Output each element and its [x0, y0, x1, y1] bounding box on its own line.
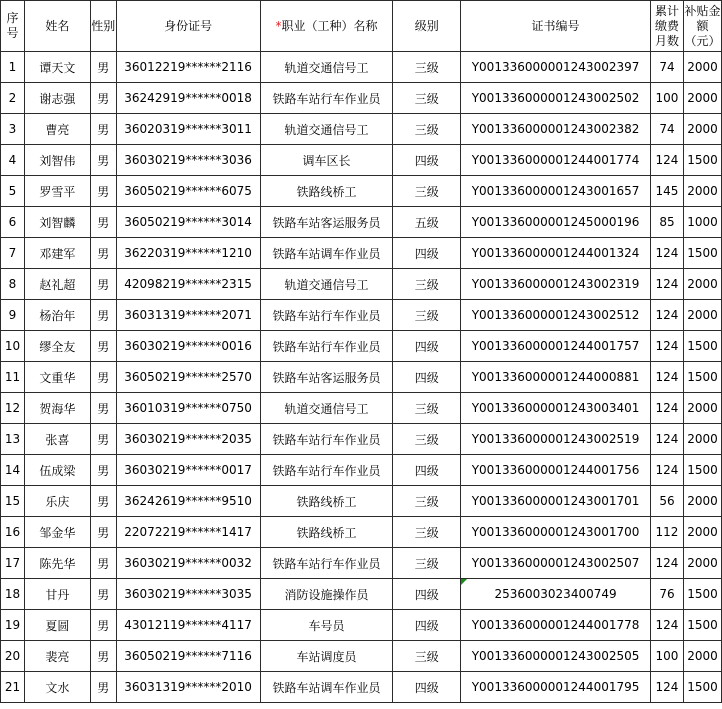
- cell-months[interactable]: 74: [650, 114, 683, 145]
- cell-gender[interactable]: 男: [90, 238, 116, 269]
- table-row: [1, 331, 722, 362]
- cell-level[interactable]: 三级: [393, 517, 461, 548]
- cell-gender[interactable]: 男: [90, 455, 116, 486]
- cell-name[interactable]: 曹亮: [24, 114, 90, 145]
- cell-level[interactable]: 三级: [393, 52, 461, 83]
- cell-id-number[interactable]: 36242919******0018: [116, 83, 260, 114]
- table-row: [1, 455, 722, 486]
- cell-level[interactable]: 五级: [393, 207, 461, 238]
- cell-name[interactable]: 杨治年: [24, 300, 90, 331]
- cell-name[interactable]: 文重华: [24, 362, 90, 393]
- table-row: [1, 517, 722, 548]
- cell-id-number[interactable]: 36050219******2570: [116, 362, 260, 393]
- cell-subsidy[interactable]: 1500: [683, 610, 721, 641]
- cell-gender[interactable]: 男: [90, 269, 116, 300]
- cell-seq[interactable]: 15: [1, 486, 25, 517]
- cell-seq[interactable]: 2: [1, 83, 25, 114]
- cell-cert-no[interactable]: Y001336000001243002519: [461, 424, 651, 455]
- cell-gender[interactable]: 男: [90, 517, 116, 548]
- cell-name[interactable]: 刘智伟: [24, 145, 90, 176]
- cell-seq[interactable]: 13: [1, 424, 25, 455]
- cell-cert-no[interactable]: Y001336000001244001778: [461, 610, 651, 641]
- cell-occupation[interactable]: 铁路车站调车作业员: [260, 672, 393, 703]
- cell-id-number[interactable]: 36050219******3014: [116, 207, 260, 238]
- cell-occupation[interactable]: 轨道交通信号工: [260, 114, 393, 145]
- cell-seq[interactable]: 3: [1, 114, 25, 145]
- cell-subsidy[interactable]: 1500: [683, 145, 721, 176]
- cell-seq[interactable]: 1: [1, 52, 25, 83]
- header-occupation-label: 职业（工种）名称: [281, 18, 378, 33]
- cell-gender[interactable]: 男: [90, 362, 116, 393]
- cell-months[interactable]: 112: [650, 517, 683, 548]
- cell-gender[interactable]: 男: [90, 207, 116, 238]
- cell-id-number[interactable]: 36030219******3036: [116, 145, 260, 176]
- cell-gender[interactable]: 男: [90, 672, 116, 703]
- cell-subsidy[interactable]: 2000: [683, 424, 721, 455]
- cell-name[interactable]: 乐庆: [24, 486, 90, 517]
- cell-seq[interactable]: 20: [1, 641, 25, 672]
- cell-occupation[interactable]: 铁路线桥工: [260, 517, 393, 548]
- cell-gender[interactable]: 男: [90, 52, 116, 83]
- cell-cert-no[interactable]: Y001336000001244001774: [461, 145, 651, 176]
- header-seq: 序号: [1, 1, 25, 52]
- cell-occupation[interactable]: 车站调度员: [260, 641, 393, 672]
- cell-seq[interactable]: 5: [1, 176, 25, 207]
- cell-seq[interactable]: 6: [1, 207, 25, 238]
- cell-months[interactable]: 145: [650, 176, 683, 207]
- cell-level[interactable]: 四级: [393, 331, 461, 362]
- cell-gender[interactable]: 男: [90, 83, 116, 114]
- cell-gender[interactable]: 男: [90, 610, 116, 641]
- cell-level[interactable]: 三级: [393, 641, 461, 672]
- cell-id-number[interactable]: 36030219******0017: [116, 455, 260, 486]
- cell-cert-no[interactable]: Y001336000001243001700: [461, 517, 651, 548]
- cell-subsidy[interactable]: 1500: [683, 455, 721, 486]
- cell-id-number[interactable]: 36010319******0750: [116, 393, 260, 424]
- cell-id-number[interactable]: 36030219******0032: [116, 548, 260, 579]
- cell-gender[interactable]: 男: [90, 641, 116, 672]
- cell-cert-no[interactable]: Y001336000001244000881: [461, 362, 651, 393]
- cell-occupation[interactable]: 铁路线桥工: [260, 486, 393, 517]
- cell-name[interactable]: 缪全友: [24, 331, 90, 362]
- cell-name[interactable]: 甘丹: [24, 579, 90, 610]
- cell-occupation[interactable]: 轨道交通信号工: [260, 393, 393, 424]
- header-gender: 性别: [90, 1, 116, 52]
- cell-subsidy[interactable]: 2000: [683, 52, 721, 83]
- comment-indicator-icon: [461, 579, 467, 585]
- cell-occupation[interactable]: 轨道交通信号工: [260, 52, 393, 83]
- cell-seq[interactable]: 14: [1, 455, 25, 486]
- cell-gender[interactable]: 男: [90, 300, 116, 331]
- table-row: [1, 672, 722, 703]
- cell-seq[interactable]: 8: [1, 269, 25, 300]
- cell-subsidy[interactable]: 2000: [683, 486, 721, 517]
- cell-gender[interactable]: 男: [90, 331, 116, 362]
- cell-level[interactable]: 三级: [393, 300, 461, 331]
- cell-subsidy[interactable]: 1500: [683, 579, 721, 610]
- table-row: [1, 548, 722, 579]
- header-row: [1, 1, 722, 52]
- cell-cert-no[interactable]: Y001336000001243002507: [461, 548, 651, 579]
- header-cert-no: 证书编号: [461, 1, 651, 52]
- cell-months[interactable]: 124: [650, 300, 683, 331]
- cell-months[interactable]: 56: [650, 486, 683, 517]
- cell-cert-no[interactable]: Y001336000001243002502: [461, 83, 651, 114]
- table-row: [1, 486, 722, 517]
- cell-occupation[interactable]: 铁路车站行车作业员: [260, 83, 393, 114]
- cell-occupation[interactable]: 铁路车站行车作业员: [260, 424, 393, 455]
- cell-months[interactable]: 124: [650, 393, 683, 424]
- cell-level[interactable]: 三级: [393, 269, 461, 300]
- cell-seq[interactable]: 4: [1, 145, 25, 176]
- cell-months[interactable]: 124: [650, 455, 683, 486]
- cell-cert-no[interactable]: 2536003023400749: [461, 579, 651, 610]
- cell-id-number[interactable]: 36242619******9510: [116, 486, 260, 517]
- cell-months[interactable]: 124: [650, 610, 683, 641]
- header-subsidy: 补贴金额（元）: [683, 1, 721, 52]
- cell-level[interactable]: 三级: [393, 424, 461, 455]
- cell-occupation[interactable]: 铁路车站行车作业员: [260, 548, 393, 579]
- cell-cert-no[interactable]: Y001336000001243002397: [461, 52, 651, 83]
- cell-id-number[interactable]: 22072219******1417: [116, 517, 260, 548]
- cell-subsidy[interactable]: 2000: [683, 548, 721, 579]
- cell-months[interactable]: 124: [650, 362, 683, 393]
- cell-cert-no[interactable]: Y001336000001243003401: [461, 393, 651, 424]
- cell-level[interactable]: 三级: [393, 114, 461, 145]
- table-row: [1, 269, 722, 300]
- cell-name[interactable]: 邓建军: [24, 238, 90, 269]
- table-row: [1, 176, 722, 207]
- cell-occupation[interactable]: 铁路线桥工: [260, 176, 393, 207]
- cell-seq[interactable]: 16: [1, 517, 25, 548]
- table-row: [1, 579, 722, 610]
- cell-id-number[interactable]: 36012219******2116: [116, 52, 260, 83]
- cell-id-number[interactable]: 36030219******3035: [116, 579, 260, 610]
- table-row: [1, 641, 722, 672]
- cell-gender[interactable]: 男: [90, 393, 116, 424]
- cell-subsidy[interactable]: 2000: [683, 269, 721, 300]
- cell-gender[interactable]: 男: [90, 579, 116, 610]
- required-mark: *: [275, 18, 282, 33]
- cell-subsidy[interactable]: 2000: [683, 517, 721, 548]
- cell-name[interactable]: 陈先华: [24, 548, 90, 579]
- header-name: 姓名: [24, 1, 90, 52]
- cell-level[interactable]: 三级: [393, 548, 461, 579]
- cell-gender[interactable]: 男: [90, 176, 116, 207]
- header-occupation: [260, 1, 393, 52]
- cell-name[interactable]: 贺海华: [24, 393, 90, 424]
- cell-months[interactable]: 76: [650, 579, 683, 610]
- table-row: [1, 238, 722, 269]
- table-row: [1, 300, 722, 331]
- cell-subsidy[interactable]: 2000: [683, 114, 721, 145]
- cell-cert-no[interactable]: Y001336000001245000196: [461, 207, 651, 238]
- cell-seq[interactable]: 19: [1, 610, 25, 641]
- cell-occupation[interactable]: 铁路车站客运服务员: [260, 362, 393, 393]
- cell-subsidy[interactable]: 2000: [683, 83, 721, 114]
- cell-cert-no[interactable]: Y001336000001243002319: [461, 269, 651, 300]
- cell-gender[interactable]: 男: [90, 548, 116, 579]
- cell-months[interactable]: 124: [650, 331, 683, 362]
- cell-name[interactable]: 夏圆: [24, 610, 90, 641]
- cell-level[interactable]: 四级: [393, 238, 461, 269]
- cell-months[interactable]: 124: [650, 145, 683, 176]
- cell-cert-no[interactable]: Y001336000001243002382: [461, 114, 651, 145]
- cell-name[interactable]: 邹金华: [24, 517, 90, 548]
- cell-cert-no[interactable]: Y001336000001243002512: [461, 300, 651, 331]
- cell-subsidy[interactable]: 1000: [683, 207, 721, 238]
- cell-id-number[interactable]: 36031319******2010: [116, 672, 260, 703]
- cell-months[interactable]: 124: [650, 238, 683, 269]
- cell-name[interactable]: 张喜: [24, 424, 90, 455]
- cell-cert-no[interactable]: Y001336000001244001757: [461, 331, 651, 362]
- cell-name[interactable]: 赵礼超: [24, 269, 90, 300]
- table-row: [1, 362, 722, 393]
- cell-months[interactable]: 100: [650, 83, 683, 114]
- cell-occupation[interactable]: 消防设施操作员: [260, 579, 393, 610]
- cell-level[interactable]: 三级: [393, 486, 461, 517]
- cell-id-number[interactable]: 36220319******1210: [116, 238, 260, 269]
- cell-seq[interactable]: 17: [1, 548, 25, 579]
- cell-gender[interactable]: 男: [90, 486, 116, 517]
- table-row: [1, 145, 722, 176]
- cell-occupation[interactable]: 车号员: [260, 610, 393, 641]
- cell-months[interactable]: 100: [650, 641, 683, 672]
- cell-level[interactable]: 四级: [393, 610, 461, 641]
- cell-seq[interactable]: 18: [1, 579, 25, 610]
- cell-seq[interactable]: 10: [1, 331, 25, 362]
- cell-level[interactable]: 三级: [393, 393, 461, 424]
- cell-id-number[interactable]: 36050219******7116: [116, 641, 260, 672]
- cell-name[interactable]: 伍成梁: [24, 455, 90, 486]
- cell-subsidy[interactable]: 1500: [683, 362, 721, 393]
- cell-gender[interactable]: 男: [90, 145, 116, 176]
- header-months: 累计缴费月数: [650, 1, 683, 52]
- cell-months[interactable]: 124: [650, 269, 683, 300]
- cell-cert-no[interactable]: Y001336000001244001756: [461, 455, 651, 486]
- cell-cert-no[interactable]: Y001336000001243001657: [461, 176, 651, 207]
- table-row: [1, 83, 722, 114]
- cell-name[interactable]: 罗雪平: [24, 176, 90, 207]
- cell-id-number[interactable]: 43012119******4117: [116, 610, 260, 641]
- table-row: [1, 114, 722, 145]
- cell-id-number[interactable]: 36050219******6075: [116, 176, 260, 207]
- cell-seq[interactable]: 12: [1, 393, 25, 424]
- cell-gender[interactable]: 男: [90, 424, 116, 455]
- cell-subsidy[interactable]: 2000: [683, 393, 721, 424]
- cell-id-number[interactable]: 36031319******2071: [116, 300, 260, 331]
- cell-level[interactable]: 四级: [393, 579, 461, 610]
- cell-cert-no[interactable]: Y001336000001244001324: [461, 238, 651, 269]
- table-row: [1, 393, 722, 424]
- cell-cert-no[interactable]: Y001336000001243002505: [461, 641, 651, 672]
- cell-occupation[interactable]: 轨道交通信号工: [260, 269, 393, 300]
- cell-occupation[interactable]: 铁路车站客运服务员: [260, 207, 393, 238]
- cell-occupation[interactable]: 铁路车站行车作业员: [260, 331, 393, 362]
- cell-subsidy[interactable]: 1500: [683, 672, 721, 703]
- cell-months[interactable]: 85: [650, 207, 683, 238]
- cell-cert-no[interactable]: Y001336000001244001795: [461, 672, 651, 703]
- cell-occupation[interactable]: 铁路车站调车作业员: [260, 238, 393, 269]
- cell-name[interactable]: 文水: [24, 672, 90, 703]
- cell-subsidy[interactable]: 1500: [683, 238, 721, 269]
- table-row: [1, 52, 722, 83]
- cell-occupation[interactable]: 调车区长: [260, 145, 393, 176]
- cell-id-number[interactable]: 36030219******0016: [116, 331, 260, 362]
- cell-months[interactable]: 74: [650, 52, 683, 83]
- cell-months[interactable]: 124: [650, 548, 683, 579]
- cell-seq[interactable]: 11: [1, 362, 25, 393]
- cell-occupation[interactable]: 铁路车站行车作业员: [260, 300, 393, 331]
- cell-months[interactable]: 124: [650, 424, 683, 455]
- cell-gender[interactable]: 男: [90, 114, 116, 145]
- cell-name[interactable]: 裴亮: [24, 641, 90, 672]
- table-row: [1, 610, 722, 641]
- cell-id-number[interactable]: 36020319******3011: [116, 114, 260, 145]
- cell-seq[interactable]: 9: [1, 300, 25, 331]
- cell-seq[interactable]: 21: [1, 672, 25, 703]
- cell-id-number[interactable]: 36030219******2035: [116, 424, 260, 455]
- cell-subsidy[interactable]: 1500: [683, 331, 721, 362]
- cell-level[interactable]: 四级: [393, 672, 461, 703]
- cell-name[interactable]: 谢志强: [24, 83, 90, 114]
- cell-level[interactable]: 四级: [393, 362, 461, 393]
- table-row: [1, 207, 722, 238]
- cell-occupation[interactable]: 铁路车站行车作业员: [260, 455, 393, 486]
- cell-months[interactable]: 124: [650, 672, 683, 703]
- cell-id-number[interactable]: 42098219******2315: [116, 269, 260, 300]
- cell-name[interactable]: 谭天文: [24, 52, 90, 83]
- cell-level[interactable]: 四级: [393, 145, 461, 176]
- cell-name[interactable]: 刘智麟: [24, 207, 90, 238]
- cell-seq[interactable]: 7: [1, 238, 25, 269]
- cell-level[interactable]: 四级: [393, 455, 461, 486]
- cell-subsidy[interactable]: 2000: [683, 641, 721, 672]
- table-row: [1, 424, 722, 455]
- cell-level[interactable]: 三级: [393, 83, 461, 114]
- header-id-number: 身份证号: [116, 1, 260, 52]
- cell-cert-no[interactable]: Y001336000001243001701: [461, 486, 651, 517]
- header-level: 级别: [393, 1, 461, 52]
- cell-level[interactable]: 三级: [393, 176, 461, 207]
- cell-subsidy[interactable]: 2000: [683, 176, 721, 207]
- cell-subsidy[interactable]: 2000: [683, 300, 721, 331]
